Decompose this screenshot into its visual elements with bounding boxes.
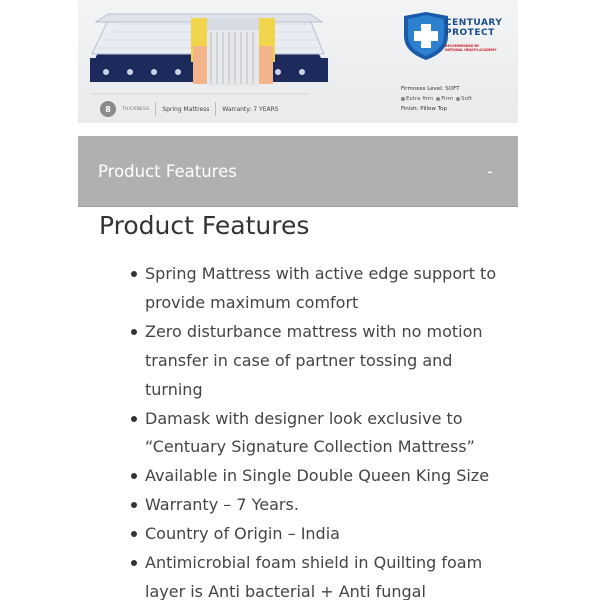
firmness-option-label: Firm (441, 96, 454, 102)
list-item: Spring Mattress with active edge support to provide maximum comfort (145, 260, 505, 318)
thickness-row (100, 100, 279, 118)
firmness-option (436, 94, 453, 104)
list-item: Warranty – 7 Years. (145, 491, 505, 520)
list-item: Damask with designer look exclusive to “Centuary Signature Collection Mattress” (145, 405, 505, 463)
list-item: Country of Origin – India (145, 520, 505, 549)
brand-sub-line1: RECOMMENDED BY (445, 44, 480, 48)
list-item: Zero disturbance mattress with no motion transfer in case of partner tossing and turning (145, 318, 505, 405)
product-banner-image (78, 0, 518, 123)
brand-logo (401, 14, 516, 74)
firmness-option (456, 94, 472, 104)
firmness-option-label: Soft (461, 96, 472, 102)
dot-icon (401, 97, 405, 101)
list-item: Antimicrobial foam shield in Quilting foam layer is Anti bacterial + Anti fungal (145, 549, 505, 600)
thickness-badge: 8 (100, 101, 116, 117)
dot-icon (436, 97, 440, 101)
firmness-label: Firmness Level: SOFT (401, 86, 460, 92)
divider (215, 102, 216, 116)
warranty-text: Warranty: 7 YEARS (222, 105, 279, 113)
firmness-option (401, 94, 433, 104)
spec-block (401, 84, 516, 114)
brand-name-line1: CENTUARY (445, 18, 503, 28)
brand-name-line2: PROTECT (445, 28, 495, 38)
thickness-label: THICKNESS (122, 106, 150, 112)
brand-sub-line2: NATIONAL HEALTH ACADEMY (445, 48, 497, 52)
section-heading: Product Features (99, 211, 310, 240)
brand-subtitle (445, 44, 518, 52)
collapse-icon[interactable]: - (487, 161, 493, 181)
firmness-options (401, 94, 516, 104)
divider (155, 102, 156, 116)
brand-name (445, 18, 518, 38)
list-item: Available in Single Double Queen King Size (145, 462, 505, 491)
features-list (145, 260, 505, 600)
accordion-title: Product Features (98, 161, 237, 181)
dot-icon (456, 97, 460, 101)
firmness-option-label: Extra firm (406, 96, 434, 102)
product-features-accordion-header[interactable] (78, 136, 518, 207)
mattress-type: Spring Mattress (162, 105, 210, 113)
finish-label: Finish: Pillow Top (401, 106, 447, 112)
